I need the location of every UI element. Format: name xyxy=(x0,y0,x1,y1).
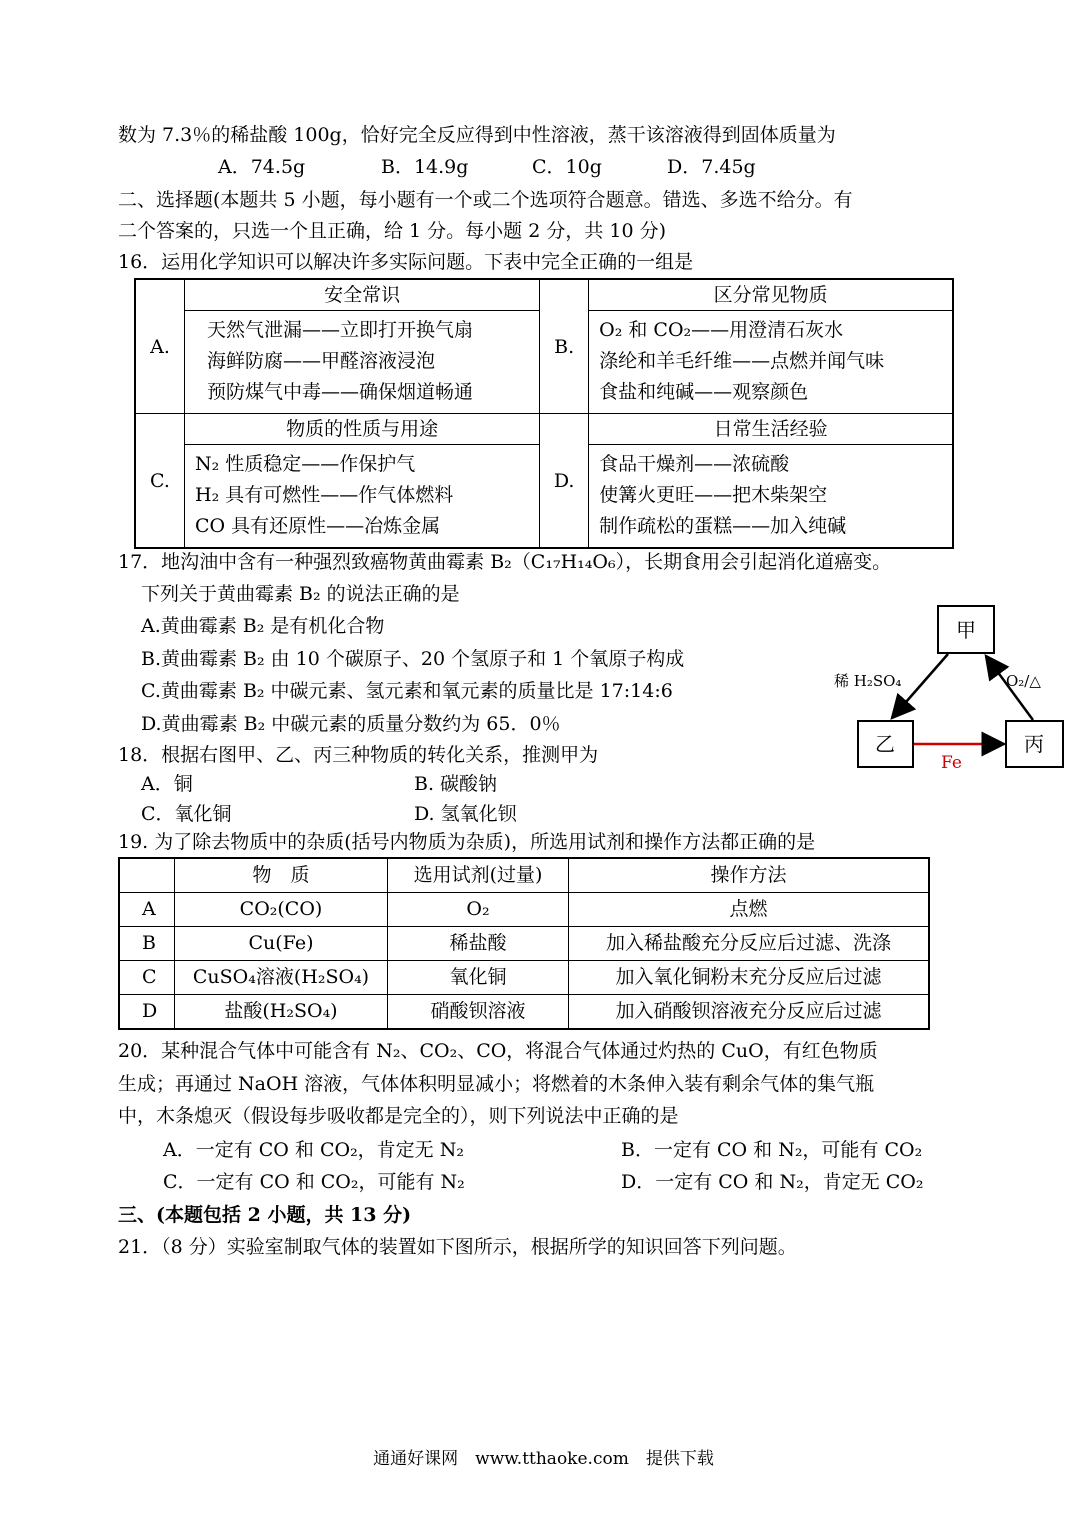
table-cell: O₂ xyxy=(388,893,569,927)
q16-b-line: O₂ 和 CO₂——用澄清石灰水 xyxy=(599,319,844,341)
table-row xyxy=(119,961,929,995)
conversion-diagram xyxy=(830,600,1075,780)
q15-option-a: A．74.5g xyxy=(218,156,306,178)
q17-option-c: C.黄曲霉素 B₂ 中碳元素、氢元素和氧元素的质量比是 17:14:6 xyxy=(141,680,673,702)
q16-label-b: B. xyxy=(540,279,589,414)
q16-c-line: N₂ 性质稳定——作保护气 xyxy=(195,453,416,475)
table-row xyxy=(119,995,929,1030)
q16-b-line: 食盐和纯碱——观察颜色 xyxy=(599,381,809,403)
table-header-cell xyxy=(119,858,175,893)
q17-option-b: B.黄曲霉素 B₂ 由 10 个碳原子、20 个氢原子和 1 个氧原子构成 xyxy=(141,648,685,670)
q18-option-c: C．氧化铜 xyxy=(141,803,232,825)
table-cell: 加入硝酸钡溶液充分反应后过滤 xyxy=(569,995,930,1030)
q16-header-a: 安全常识 xyxy=(185,279,540,311)
page-footer: 通通好课网 www.tthaoke.com 提供下载 xyxy=(373,1449,714,1469)
q16-header-d: 日常生活经验 xyxy=(589,414,953,445)
table-cell: CuSO₄溶液(H₂SO₄) xyxy=(175,961,388,995)
q16-a-line: 天然气泄漏——立即打开换气扇 xyxy=(207,319,474,341)
q15-option-c: C．10g xyxy=(532,156,602,178)
q19-stem: 19. 为了除去物质中的杂质(括号内物质为杂质)，所选用试剂和操作方法都正确的是 xyxy=(118,831,816,853)
section2-heading-line1: 二、选择题(本题共 5 小题，每小题有一个或二个选项符合题意。错选、多选不给分。有 xyxy=(118,189,853,211)
edge-label-fe: Fe xyxy=(941,753,962,773)
q16-cell-c xyxy=(185,445,540,549)
table-row xyxy=(119,927,929,961)
q16-table xyxy=(134,278,954,549)
node-yi-label: 乙 xyxy=(875,732,895,756)
table-row xyxy=(119,893,929,927)
table-header-row xyxy=(119,858,929,893)
q16-stem: 16．运用化学知识可以解决许多实际问题。下表中完全正确的一组是 xyxy=(118,251,694,273)
q18-option-b: B. 碳酸钠 xyxy=(414,773,498,795)
q16-header-c: 物质的性质与用途 xyxy=(185,414,540,445)
edge-label-h2so4: 稀 H₂SO₄ xyxy=(834,672,902,690)
q16-d-line: 使篝火更旺——把木柴架空 xyxy=(599,484,828,506)
section3-heading: 三、(本题包括 2 小题，共 13 分) xyxy=(118,1204,412,1226)
q20-stem-line1: 20．某种混合气体中可能含有 N₂、CO₂、CO，将混合气体通过灼热的 CuO，有红色物质 xyxy=(118,1040,878,1062)
q18-option-a: A．铜 xyxy=(141,773,193,795)
q20-option-b: B．一定有 CO 和 N₂，可能有 CO₂ xyxy=(621,1139,923,1161)
table-cell: 加入氧化铜粉末充分反应后过滤 xyxy=(569,961,930,995)
q16-a-line: 预防煤气中毒——确保烟道畅通 xyxy=(207,381,474,403)
table-cell: 点燃 xyxy=(569,893,930,927)
table-cell: 硝酸钡溶液 xyxy=(388,995,569,1030)
table-cell: D xyxy=(119,995,175,1030)
q15-text: 数为 7.3％的稀盐酸 100g，恰好完全反应得到中性溶液，蒸干该溶液得到固体质量为 xyxy=(118,124,836,146)
section2-heading-line2: 二个答案的，只选一个且正确，给 1 分。每小题 2 分，共 10 分) xyxy=(118,220,667,242)
q16-header-b: 区分常见物质 xyxy=(589,279,953,311)
q20-stem-line3: 中，木条熄灭（假设每步吸收都是完全的），则下列说法中正确的是 xyxy=(118,1105,679,1127)
q16-c-line: CO 具有还原性——冶炼金属 xyxy=(195,515,441,537)
q20-option-a: A．一定有 CO 和 CO₂，肯定无 N₂ xyxy=(163,1139,464,1161)
table-cell: B xyxy=(119,927,175,961)
q16-cell-a xyxy=(185,311,540,414)
q20-option-c: C．一定有 CO 和 CO₂，可能有 N₂ xyxy=(163,1171,465,1193)
q16-c-line: H₂ 具有可燃性——作气体燃料 xyxy=(195,484,454,506)
table-header-cell: 选用试剂(过量) xyxy=(388,858,569,893)
table-cell: 加入稀盐酸充分反应后过滤、洗涤 xyxy=(569,927,930,961)
q17-stem-line2: 下列关于黄曲霉素 B₂ 的说法正确的是 xyxy=(141,583,460,605)
q17-option-a: A.黄曲霉素 B₂ 是有机化合物 xyxy=(141,615,385,637)
table-cell: Cu(Fe) xyxy=(175,927,388,961)
q21-stem: 21．（8 分）实验室制取气体的装置如下图所示，根据所学的知识回答下列问题。 xyxy=(118,1236,797,1258)
q15-option-d: D．7.45g xyxy=(667,156,756,178)
table-cell: 稀盐酸 xyxy=(388,927,569,961)
q16-cell-b xyxy=(589,311,953,414)
q18-option-d: D. 氢氧化钡 xyxy=(414,803,517,825)
q16-label-a: A. xyxy=(135,279,185,414)
node-jia-label: 甲 xyxy=(956,618,976,642)
table-header-cell: 操作方法 xyxy=(569,858,930,893)
q16-b-line: 涤纶和羊毛纤维——点燃并闻气味 xyxy=(599,350,885,372)
q15-option-b: B．14.9g xyxy=(381,156,469,178)
q16-d-line: 食品干燥剂——浓硫酸 xyxy=(599,453,790,475)
table-cell: 盐酸(H₂SO₄) xyxy=(175,995,388,1030)
q16-label-d: D. xyxy=(540,414,589,549)
table-cell: A xyxy=(119,893,175,927)
table-header-cell: 物 质 xyxy=(175,858,388,893)
table-cell: C xyxy=(119,961,175,995)
q18-stem: 18．根据右图甲、乙、丙三种物质的转化关系，推测甲为 xyxy=(118,744,599,766)
q16-label-c: C. xyxy=(135,414,185,549)
q20-option-d: D．一定有 CO 和 N₂，肯定无 CO₂ xyxy=(621,1171,924,1193)
q16-d-line: 制作疏松的蛋糕——加入纯碱 xyxy=(599,515,847,537)
table-cell: 氧化铜 xyxy=(388,961,569,995)
node-bing-label: 丙 xyxy=(1024,732,1044,756)
edge-label-o2: O₂/△ xyxy=(1006,672,1041,690)
q16-a-line: 海鲜防腐——甲醛溶液浸泡 xyxy=(207,350,436,372)
q16-cell-d xyxy=(589,445,953,549)
table-cell: CO₂(CO) xyxy=(175,893,388,927)
q19-table xyxy=(118,857,930,1030)
q17-stem-line1: 17．地沟油中含有一种强烈致癌物黄曲霉素 B₂（C₁₇H₁₄O₆），长期食用会引起消化道癌变。 xyxy=(118,551,892,573)
q17-option-d: D.黄曲霉素 B₂ 中碳元素的质量分数约为 65．0％ xyxy=(141,713,561,735)
q20-stem-line2: 生成；再通过 NaOH 溶液，气体体积明显减小；将燃着的木条伸入装有剩余气体的集气瓶 xyxy=(118,1073,875,1095)
